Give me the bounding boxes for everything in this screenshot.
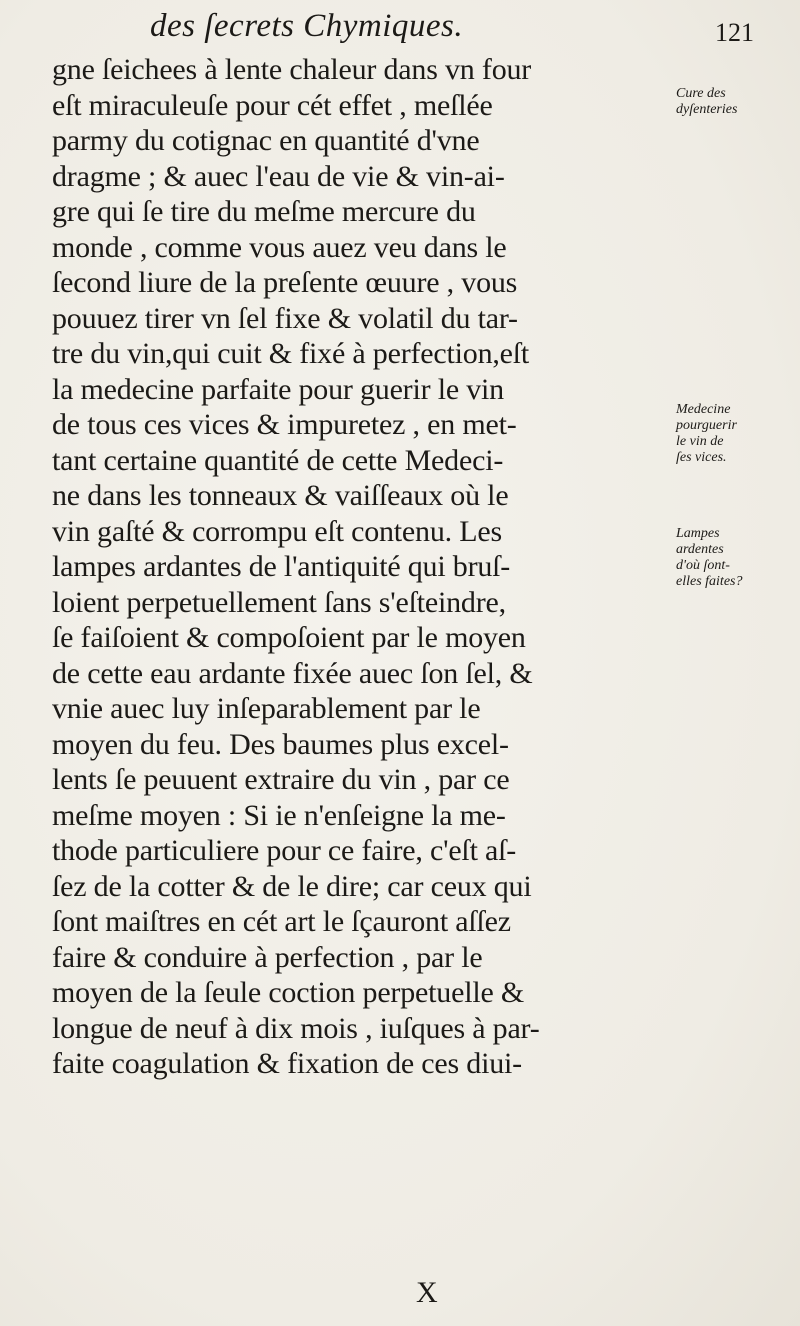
text-line: ſecond liure de la preſente œuure , vous	[52, 266, 518, 299]
margin-note-line: dyſenteries	[676, 102, 738, 117]
running-title: des ſecrets Chymiques.	[150, 8, 464, 44]
text-line: vin gaſté & corrompu eſt contenu. Les	[52, 514, 502, 548]
text-line: ne dans les tonneaux & vaiſſeaux où le	[52, 479, 509, 512]
margin-note-line: pourguerir	[676, 418, 737, 433]
text-line: faire & conduire à perfection , par le	[52, 940, 483, 974]
text-line: moyen de la ſeule coction perpetuelle &	[52, 976, 525, 1009]
margin-note-line: Cure des	[676, 86, 726, 101]
margin-note-lamps	[676, 526, 796, 590]
margin-note-line: le vin de	[676, 434, 724, 449]
text-line: meſme moyen : Si ie n'enſeigne la me-	[52, 798, 506, 832]
text-line: loient perpetuellement ſans s'eſteindre,	[52, 585, 506, 619]
text-line: lampes ardantes de l'antiquité qui bruſ-	[52, 550, 511, 583]
text-line: moyen du feu. Des baumes plus excel-	[52, 727, 509, 761]
margin-note-line: ſes vices.	[676, 450, 727, 465]
margin-note-dysentery	[676, 86, 796, 118]
page-header	[150, 6, 754, 56]
text-line: de tous ces vices & impuretez , en met-	[52, 408, 517, 441]
text-line: lents ſe peuuent extraire du vin , par ce	[52, 763, 510, 796]
text-line: gne ſeichees à lente chaleur dans vn four	[52, 53, 532, 86]
text-line: ſe faiſoient & compoſoient par le moyen	[52, 621, 526, 654]
text-line: la medecine parfaite pour guerir le vin	[52, 372, 504, 406]
signature-mark: X	[416, 1276, 439, 1309]
text-line: parmy du cotignac en quantité d'vne	[52, 124, 480, 157]
page-number: 121	[715, 18, 754, 47]
margin-note-line: Medecine	[676, 402, 731, 417]
text-line: monde , comme vous auez veu dans le	[52, 230, 507, 264]
text-line: thode particuliere pour ce faire, c'eſt aſ-	[52, 834, 517, 867]
text-line: longue de neuf à dix mois , iuſques à par-	[52, 1011, 540, 1045]
text-line: faite coagulation & fixation de ces diui-	[52, 1047, 522, 1080]
text-line: ſont maiſtres en cét art le ſçauront aſſez	[52, 905, 511, 938]
text-line: de cette eau ardante fixée auec ſon ſel, &	[52, 656, 533, 690]
text-line: dragme ; & auec l'eau de vie & vin-ai-	[52, 159, 505, 193]
text-line: gre qui ſe tire du meſme mercure du	[52, 195, 476, 228]
margin-note-line: ardentes	[676, 542, 724, 557]
text-line: vnie auec luy inſeparablement par le	[52, 692, 481, 725]
text-line: tre du vin,qui cuit & fixé à perfection,eſt	[52, 337, 530, 370]
margin-note-line: d'où ſont-	[676, 558, 730, 573]
text-line: eſt miraculeuſe pour cét effet , meſlée	[52, 88, 493, 122]
body-text	[52, 52, 670, 1082]
text-line: pouuez tirer vn ſel fixe & volatil du tar-	[52, 301, 518, 335]
margin-note-line: Lampes	[676, 526, 720, 541]
margin-note-line: elles faites?	[676, 574, 743, 589]
text-line: ſez de la cotter & de le dire; car ceux qui	[52, 869, 532, 903]
margin-note-wine-medicine	[676, 402, 796, 466]
text-line: tant certaine quantité de cette Medeci-	[52, 443, 504, 477]
